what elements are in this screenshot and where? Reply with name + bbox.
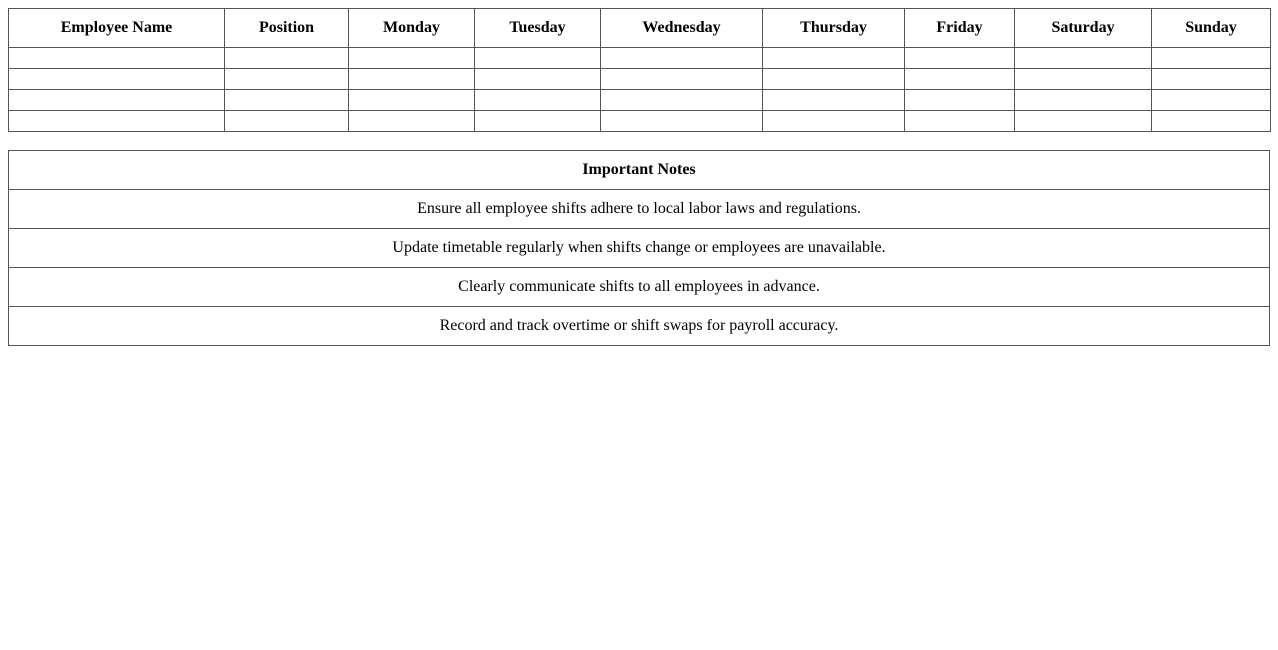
table-cell[interactable] — [9, 69, 225, 90]
table-row — [9, 111, 1271, 132]
table-cell[interactable] — [905, 69, 1015, 90]
header-employee-name: Employee Name — [9, 9, 225, 48]
schedule-header-row — [9, 9, 1271, 48]
table-cell[interactable] — [349, 48, 475, 69]
header-thursday: Thursday — [763, 9, 905, 48]
table-row — [9, 48, 1271, 69]
table-cell[interactable] — [225, 111, 349, 132]
header-wednesday: Wednesday — [601, 9, 763, 48]
table-cell[interactable] — [763, 69, 905, 90]
header-sunday: Sunday — [1152, 9, 1271, 48]
header-saturday: Saturday — [1015, 9, 1152, 48]
table-cell[interactable] — [905, 48, 1015, 69]
table-cell[interactable] — [349, 69, 475, 90]
table-cell[interactable] — [475, 69, 601, 90]
header-position: Position — [225, 9, 349, 48]
table-cell[interactable] — [1015, 69, 1152, 90]
table-cell[interactable] — [9, 90, 225, 111]
table-cell[interactable] — [349, 90, 475, 111]
note-item: Record and track overtime or shift swaps for payroll accuracy. — [9, 307, 1270, 346]
table-cell[interactable] — [225, 69, 349, 90]
table-cell[interactable] — [225, 48, 349, 69]
table-cell[interactable] — [1015, 48, 1152, 69]
notes-table — [8, 150, 1270, 346]
note-item: Update timetable regularly when shifts change or employees are unavailable. — [9, 229, 1270, 268]
table-row — [9, 69, 1271, 90]
table-cell[interactable] — [905, 111, 1015, 132]
note-row — [9, 268, 1270, 307]
table-cell[interactable] — [475, 48, 601, 69]
schedule-table — [8, 8, 1271, 132]
table-cell[interactable] — [763, 90, 905, 111]
note-row — [9, 190, 1270, 229]
table-cell[interactable] — [763, 111, 905, 132]
table-cell[interactable] — [475, 111, 601, 132]
table-cell[interactable] — [601, 111, 763, 132]
table-cell[interactable] — [9, 48, 225, 69]
note-row — [9, 229, 1270, 268]
table-cell[interactable] — [763, 48, 905, 69]
header-friday: Friday — [905, 9, 1015, 48]
table-cell[interactable] — [601, 90, 763, 111]
table-cell[interactable] — [349, 111, 475, 132]
table-cell[interactable] — [905, 90, 1015, 111]
header-monday: Monday — [349, 9, 475, 48]
notes-header-row — [9, 151, 1270, 190]
note-item: Clearly communicate shifts to all employees in advance. — [9, 268, 1270, 307]
table-cell[interactable] — [1152, 69, 1271, 90]
table-cell[interactable] — [1152, 90, 1271, 111]
table-cell[interactable] — [601, 48, 763, 69]
table-cell[interactable] — [1015, 90, 1152, 111]
table-cell[interactable] — [9, 111, 225, 132]
table-row — [9, 90, 1271, 111]
table-cell[interactable] — [1152, 48, 1271, 69]
table-cell[interactable] — [1015, 111, 1152, 132]
header-tuesday: Tuesday — [475, 9, 601, 48]
note-row — [9, 307, 1270, 346]
table-cell[interactable] — [1152, 111, 1271, 132]
notes-title: Important Notes — [9, 151, 1270, 190]
note-item: Ensure all employee shifts adhere to local labor laws and regulations. — [9, 190, 1270, 229]
table-cell[interactable] — [601, 69, 763, 90]
table-cell[interactable] — [225, 90, 349, 111]
table-cell[interactable] — [475, 90, 601, 111]
